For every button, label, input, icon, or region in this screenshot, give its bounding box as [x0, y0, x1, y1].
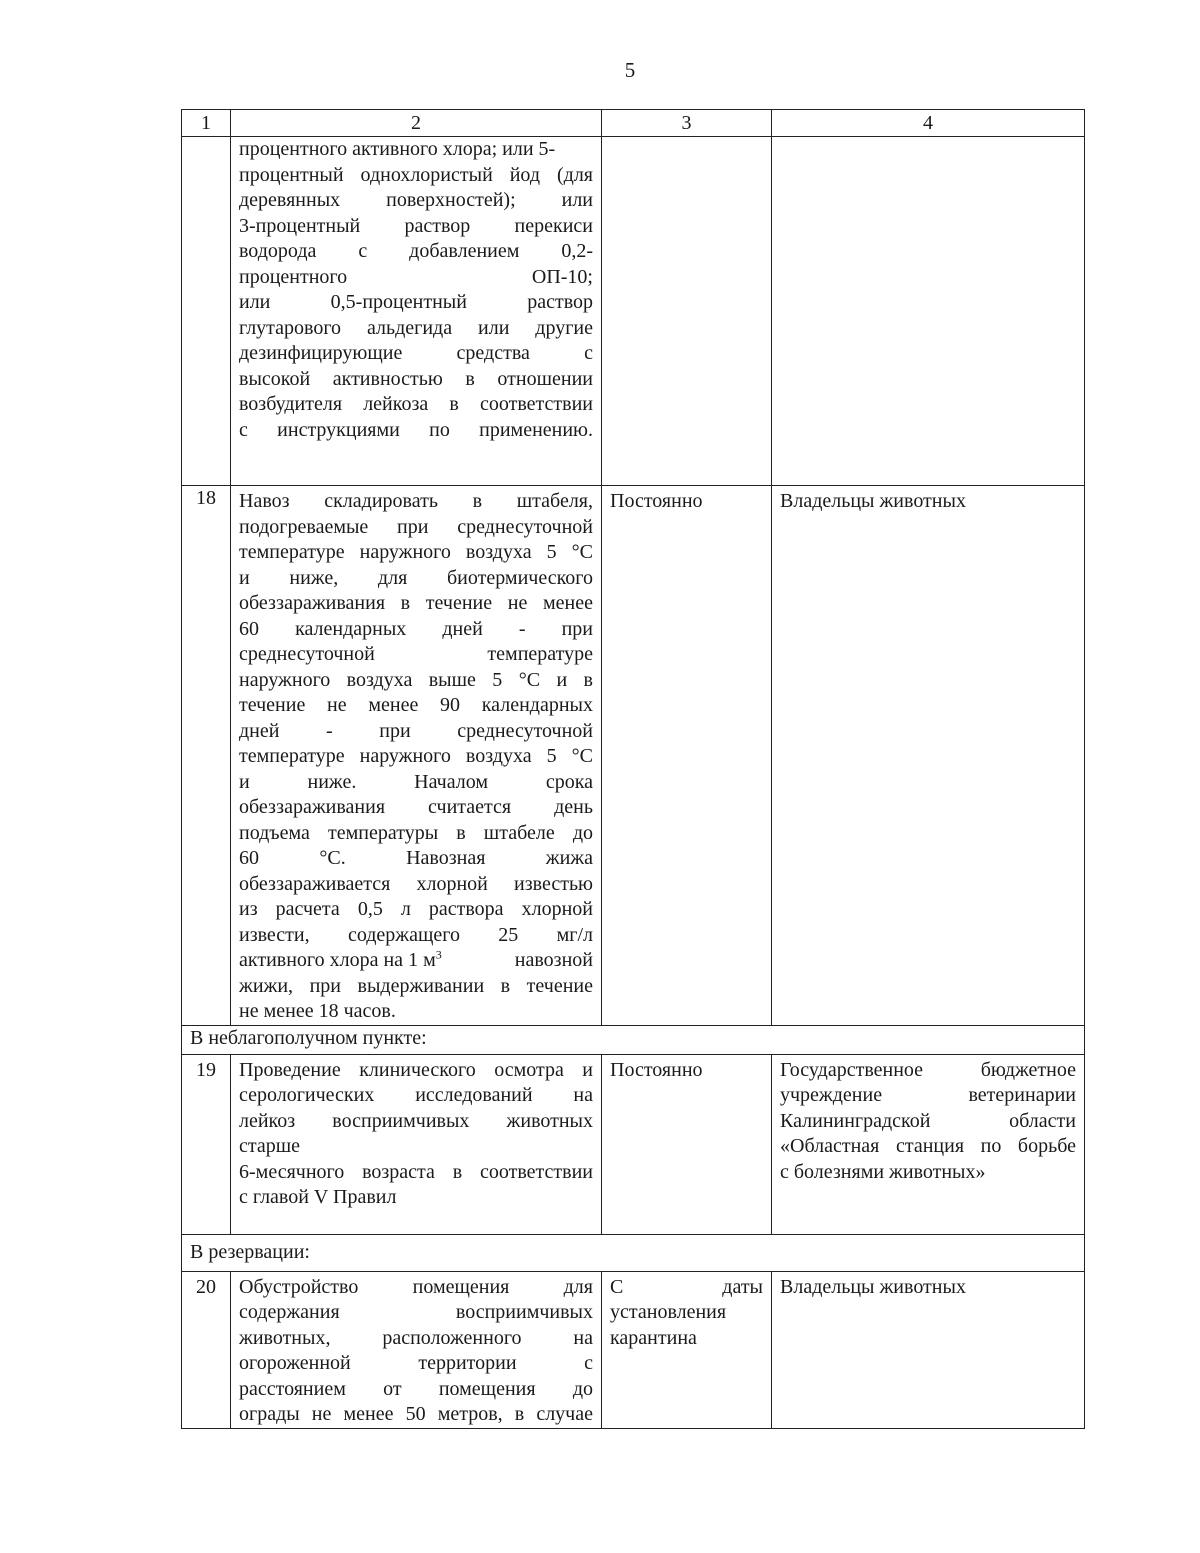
measure-line: 6-месячного возраста в соответствии — [239, 1160, 593, 1183]
measure-line: течение не менее 90 календарных — [239, 694, 593, 716]
measure-fragment: навозной — [514, 949, 593, 971]
continuation-line: с инструкциями по применению. — [239, 418, 593, 441]
measure-line: обеззараживается хлорной известью — [239, 872, 593, 895]
continuation-line: или 0,5-процентный раствор — [239, 291, 593, 313]
superscript: 3 — [435, 947, 442, 962]
measure-line: обеззараживания считается день — [239, 796, 593, 818]
row-number: 20 — [182, 1271, 231, 1428]
header-col-2: 2 — [231, 110, 602, 137]
page-number: 5 — [624, 58, 636, 82]
responsible-cell: Владельцы животных — [772, 486, 1085, 1026]
continuation-line: процентный однохлористый йод (для — [239, 163, 593, 186]
measure-line-with-sup — [239, 948, 593, 974]
measure-line: дней - при среднесуточной — [239, 719, 593, 742]
continuation-line: процентного ОП-10; — [239, 265, 593, 288]
measure-fragment — [239, 948, 442, 974]
measure-text — [231, 486, 602, 1026]
term-cell: Постоянно — [602, 1054, 772, 1234]
measure-line: и ниже, для биотермического — [239, 566, 593, 589]
measure-line: Навоз складировать в штабеля, — [239, 490, 593, 512]
continuation-line: дезинфицирующие средства с — [239, 342, 593, 364]
continuation-text-cell — [231, 137, 602, 486]
term-cell: Постоянно — [602, 486, 772, 1026]
measure-line: с главой V Правил — [239, 1186, 397, 1208]
term-line: карантина — [610, 1326, 697, 1349]
term-cell — [602, 1271, 772, 1428]
measures-table — [181, 109, 1085, 1429]
continuation-line: 3-процентный раствор перекиси — [239, 214, 593, 237]
continuation-line: глутарового альдегида или другие — [239, 316, 593, 339]
continuation-num-cell — [182, 137, 231, 486]
continuation-term-cell — [602, 137, 772, 486]
continuation-responsible-cell — [772, 137, 1085, 486]
responsible-line: Калининградской области — [780, 1109, 1076, 1132]
measure-line: и ниже. Началом срока — [239, 770, 593, 793]
measure-text — [231, 1054, 602, 1234]
measure-line: подогреваемые при среднесуточной — [239, 515, 593, 538]
continuation-line: процентного активного хлора; или 5- — [239, 138, 556, 160]
continuation-line: возбудителя лейкоза в соответствии — [239, 393, 593, 415]
measure-line: 60 °С. Навозная жижа — [239, 847, 593, 869]
measure-line: извести, содержащего 25 мг/л — [239, 923, 593, 946]
measure-line: наружного воздуха выше 5 °С и в — [239, 668, 593, 691]
measure-line: серологических исследований на — [239, 1084, 593, 1106]
continuation-row — [182, 137, 1085, 486]
table-row-18 — [182, 486, 1085, 1026]
term-line: С даты — [610, 1275, 763, 1298]
measure-fragment-text: активного хлора на 1 м — [239, 949, 436, 971]
measure-line: жижи, при выдерживании в течение — [239, 974, 593, 997]
section-heading: В резервации: — [182, 1234, 1085, 1271]
measure-text — [231, 1271, 602, 1428]
measure-line: лейкоз восприимчивых животных — [239, 1109, 593, 1132]
measure-line: обеззараживания в течение не менее — [239, 592, 593, 614]
responsible-cell: Владельцы животных — [772, 1271, 1085, 1428]
row-number: 18 — [182, 486, 231, 1026]
measure-line: подъема температуры в штабеле до — [239, 821, 593, 844]
section-heading: В неблагополучном пункте: — [182, 1025, 1085, 1054]
header-col-4: 4 — [772, 110, 1085, 137]
measure-line: животных, расположенного на — [239, 1326, 593, 1349]
measure-line: температуре наружного воздуха 5 °С — [239, 541, 593, 563]
measure-line: расстоянием от помещения до — [239, 1377, 593, 1400]
row-number: 19 — [182, 1054, 231, 1234]
section-row — [182, 1025, 1085, 1054]
responsible-cell — [772, 1054, 1085, 1234]
measure-line: ограды не менее 50 метров, в случае — [239, 1403, 593, 1425]
measure-line: содержания восприимчивых — [239, 1301, 593, 1323]
measure-line: старше — [239, 1135, 301, 1157]
measure-line: температуре наружного воздуха 5 °С — [239, 745, 593, 767]
responsible-line: с болезнями животных» — [780, 1160, 986, 1183]
measure-line: 60 календарных дней - при — [239, 617, 593, 640]
measure-line: среднесуточной температуре — [239, 643, 593, 665]
measure-line: огороженной территории с — [239, 1352, 593, 1374]
table-row-19 — [182, 1054, 1085, 1234]
continuation-line: высокой активностью в отношении — [239, 367, 593, 390]
table-header-row — [182, 110, 1085, 137]
header-col-1: 1 — [182, 110, 231, 137]
table-row-20 — [182, 1271, 1085, 1428]
section-row — [182, 1234, 1085, 1271]
continuation-line: деревянных поверхностей); или — [239, 189, 593, 211]
responsible-line: «Областная станция по борьбе — [780, 1135, 1076, 1157]
measure-line: Обустройство помещения для — [239, 1275, 593, 1298]
responsible-line: учреждение ветеринарии — [780, 1084, 1076, 1106]
measure-line: не менее 18 часов. — [239, 1000, 396, 1022]
header-col-3: 3 — [602, 110, 772, 137]
responsible-line: Государственное бюджетное — [780, 1058, 1076, 1081]
measure-line: из расчета 0,5 л раствора хлорной — [239, 898, 593, 920]
continuation-line: водорода с добавлением 0,2- — [239, 240, 593, 262]
measure-line: Проведение клинического осмотра и — [239, 1058, 593, 1081]
term-line: установления — [610, 1301, 727, 1323]
